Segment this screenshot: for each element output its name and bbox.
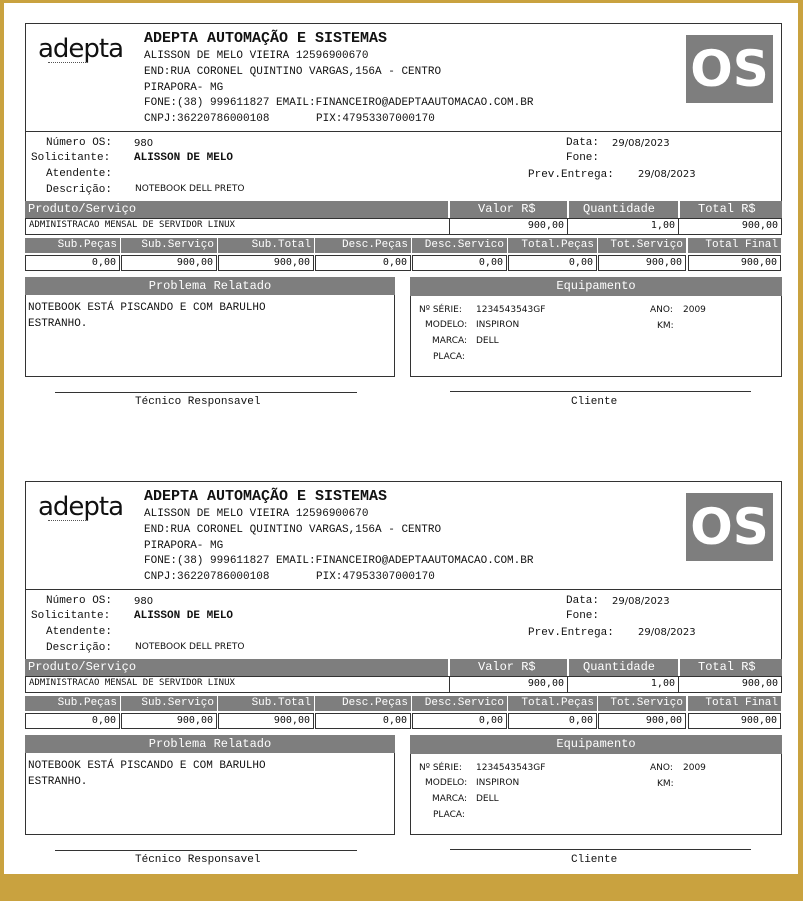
problema-line-1: NOTEBOOK ESTÁ PISCANDO E COM BARULHO [28, 760, 266, 772]
totals-value-6: 900,00 [598, 255, 686, 271]
totals-header-3: Desc.Peças [315, 696, 411, 711]
totals-header-4: Desc.Servico [412, 696, 507, 711]
company-logo: adepta [38, 492, 124, 522]
placa-label: PLACA: [433, 352, 465, 362]
totals-header-7: Total Final [688, 696, 781, 711]
fone-label: Fone: [566, 610, 600, 622]
totals-header-5: Total.Peças [508, 238, 597, 253]
prev-entrega-label: Prev.Entrega: [528, 169, 614, 181]
numero-label: Número OS: [46, 137, 113, 149]
col-total-header: Total R$ [698, 202, 756, 216]
col-total-header: Total R$ [698, 660, 756, 674]
col-produto-header: Produto/Serviço [28, 660, 137, 674]
cliente-signature-line [450, 849, 751, 850]
numero-value: 980 [134, 596, 154, 607]
cliente-signature-label: Cliente [571, 854, 618, 866]
marca-value: DELL [476, 794, 499, 804]
company-name: ADEPTA AUTOMAÇÃO E SISTEMAS [144, 488, 388, 505]
solicitante-label: Solicitante: [31, 152, 111, 164]
totals-header-3: Desc.Peças [315, 238, 411, 253]
solicitante-label: Solicitante: [31, 610, 111, 622]
service-order-slip-1 [4, 3, 798, 443]
company-logo: adepta [38, 34, 124, 64]
prev-entrega-value: 29/08/2023 [638, 627, 696, 638]
totals-value-0: 0,00 [25, 255, 120, 271]
ano-value: 2009 [683, 305, 706, 315]
item-row-quantidade: 1,00 [567, 218, 679, 235]
prev-entrega-label: Prev.Entrega: [528, 627, 614, 639]
tecnico-signature-line [55, 850, 357, 851]
totals-value-0: 0,00 [25, 713, 120, 729]
company-pix: PIX:47953307000170 [316, 571, 435, 583]
modelo-value: INSPIRON [476, 320, 520, 330]
atendente-label: Atendente: [46, 168, 113, 180]
ano-label: ANO: [650, 763, 673, 773]
company-owner: ALISSON DE MELO VIEIRA 12596900670 [144, 50, 369, 62]
cliente-signature-label: Cliente [571, 396, 618, 408]
descricao-value: NOTEBOOK DELL PRETO [135, 184, 245, 194]
logo-tagline [48, 520, 88, 523]
totals-header-2: Sub.Total [218, 696, 314, 711]
totals-header-6: Tot.Serviço [598, 696, 686, 711]
numero-label: Número OS: [46, 595, 113, 607]
totals-value-6: 900,00 [598, 713, 686, 729]
descricao-label: Descrição: [46, 642, 113, 654]
cliente-signature-line [450, 391, 751, 392]
os-badge: OS [686, 35, 773, 103]
totals-value-4: 0,00 [412, 255, 507, 271]
col-valor-header: Valor R$ [478, 202, 536, 216]
items-header-bar [25, 201, 782, 218]
placa-label: PLACA: [433, 810, 465, 820]
tecnico-signature-label: Técnico Responsavel [135, 396, 261, 408]
marca-value: DELL [476, 336, 499, 346]
km-label: KM: [657, 779, 674, 789]
company-contact: FONE:(38) 999611827 EMAIL:FINANCEIRO@ADEPTAAUTOMACAO.COM.BR [144, 97, 534, 109]
item-row-descricao: ADMINISTRACAO MENSAL DE SERVIDOR LINUX [25, 676, 450, 693]
company-name: ADEPTA AUTOMAÇÃO E SISTEMAS [144, 30, 388, 47]
serie-value: 1234543543GF [476, 763, 546, 773]
problema-title: Problema Relatado [25, 277, 395, 295]
totals-value-3: 0,00 [315, 255, 411, 271]
company-address: END:RUA CORONEL QUINTINO VARGAS,156A - CENTRO [144, 524, 442, 536]
data-label: Data: [566, 595, 600, 607]
totals-value-7: 900,00 [688, 713, 781, 729]
solicitante-value: ALISSON DE MELO [134, 610, 234, 622]
modelo-label: MODELO: [425, 778, 468, 788]
company-city: PIRAPORA- MG [144, 540, 224, 552]
tecnico-signature-label: Técnico Responsavel [135, 854, 261, 866]
equipamento-title: Equipamento [410, 735, 782, 754]
totals-header-0: Sub.Peças [25, 238, 120, 253]
numero-value: 980 [134, 138, 154, 149]
totals-header-5: Total.Peças [508, 696, 597, 711]
totals-header-1: Sub.Serviço [121, 696, 217, 711]
serie-label: Nº SÉRIE: [419, 763, 462, 773]
service-order-slip-2 [4, 461, 798, 901]
solicitante-value: ALISSON DE MELO [134, 152, 234, 164]
col-produto-header: Produto/Serviço [28, 202, 137, 216]
ano-value: 2009 [683, 763, 706, 773]
company-pix: PIX:47953307000170 [316, 113, 435, 125]
totals-header-1: Sub.Serviço [121, 238, 217, 253]
item-row-valor: 900,00 [449, 218, 568, 235]
totals-value-5: 0,00 [508, 713, 597, 729]
totals-header-6: Tot.Serviço [598, 238, 686, 253]
totals-value-1: 900,00 [121, 255, 217, 271]
os-badge: OS [686, 493, 773, 561]
problema-title: Problema Relatado [25, 735, 395, 753]
company-cnpj: CNPJ:36220786000108 [144, 571, 270, 583]
problema-line-2: ESTRANHO. [28, 318, 88, 330]
logo-tagline [48, 62, 88, 65]
fone-label: Fone: [566, 152, 600, 164]
company-city: PIRAPORA- MG [144, 82, 224, 94]
marca-label: MARCA: [432, 336, 468, 346]
col-quantidade-header: Quantidade [583, 660, 656, 674]
serie-label: Nº SÉRIE: [419, 305, 462, 315]
item-row-total: 900,00 [678, 218, 782, 235]
data-label: Data: [566, 137, 600, 149]
equipamento-title: Equipamento [410, 277, 782, 296]
modelo-label: MODELO: [425, 320, 468, 330]
ano-label: ANO: [650, 305, 673, 315]
company-cnpj: CNPJ:36220786000108 [144, 113, 270, 125]
descricao-value: NOTEBOOK DELL PRETO [135, 642, 245, 652]
totals-header-4: Desc.Servico [412, 238, 507, 253]
descricao-label: Descrição: [46, 184, 113, 196]
totals-header-0: Sub.Peças [25, 696, 120, 711]
items-header-bar [25, 659, 782, 676]
item-row-descricao: ADMINISTRACAO MENSAL DE SERVIDOR LINUX [25, 218, 450, 235]
print-page [4, 3, 798, 874]
tecnico-signature-line [55, 392, 357, 393]
prev-entrega-value: 29/08/2023 [638, 169, 696, 180]
data-value: 29/08/2023 [612, 596, 670, 607]
km-label: KM: [657, 321, 674, 331]
serie-value: 1234543543GF [476, 305, 546, 315]
totals-header-2: Sub.Total [218, 238, 314, 253]
item-row-quantidade: 1,00 [567, 676, 679, 693]
col-quantidade-header: Quantidade [583, 202, 656, 216]
item-row-valor: 900,00 [449, 676, 568, 693]
totals-value-4: 0,00 [412, 713, 507, 729]
atendente-label: Atendente: [46, 626, 113, 638]
company-contact: FONE:(38) 999611827 EMAIL:FINANCEIRO@ADEPTAAUTOMACAO.COM.BR [144, 555, 534, 567]
item-row-total: 900,00 [678, 676, 782, 693]
totals-value-2: 900,00 [218, 255, 314, 271]
problema-line-1: NOTEBOOK ESTÁ PISCANDO E COM BARULHO [28, 302, 266, 314]
totals-value-2: 900,00 [218, 713, 314, 729]
col-valor-header: Valor R$ [478, 660, 536, 674]
company-address: END:RUA CORONEL QUINTINO VARGAS,156A - CENTRO [144, 66, 442, 78]
totals-value-7: 900,00 [688, 255, 781, 271]
totals-header-7: Total Final [688, 238, 781, 253]
marca-label: MARCA: [432, 794, 468, 804]
problema-line-2: ESTRANHO. [28, 776, 88, 788]
totals-value-3: 0,00 [315, 713, 411, 729]
company-owner: ALISSON DE MELO VIEIRA 12596900670 [144, 508, 369, 520]
data-value: 29/08/2023 [612, 138, 670, 149]
modelo-value: INSPIRON [476, 778, 520, 788]
totals-value-5: 0,00 [508, 255, 597, 271]
totals-value-1: 900,00 [121, 713, 217, 729]
